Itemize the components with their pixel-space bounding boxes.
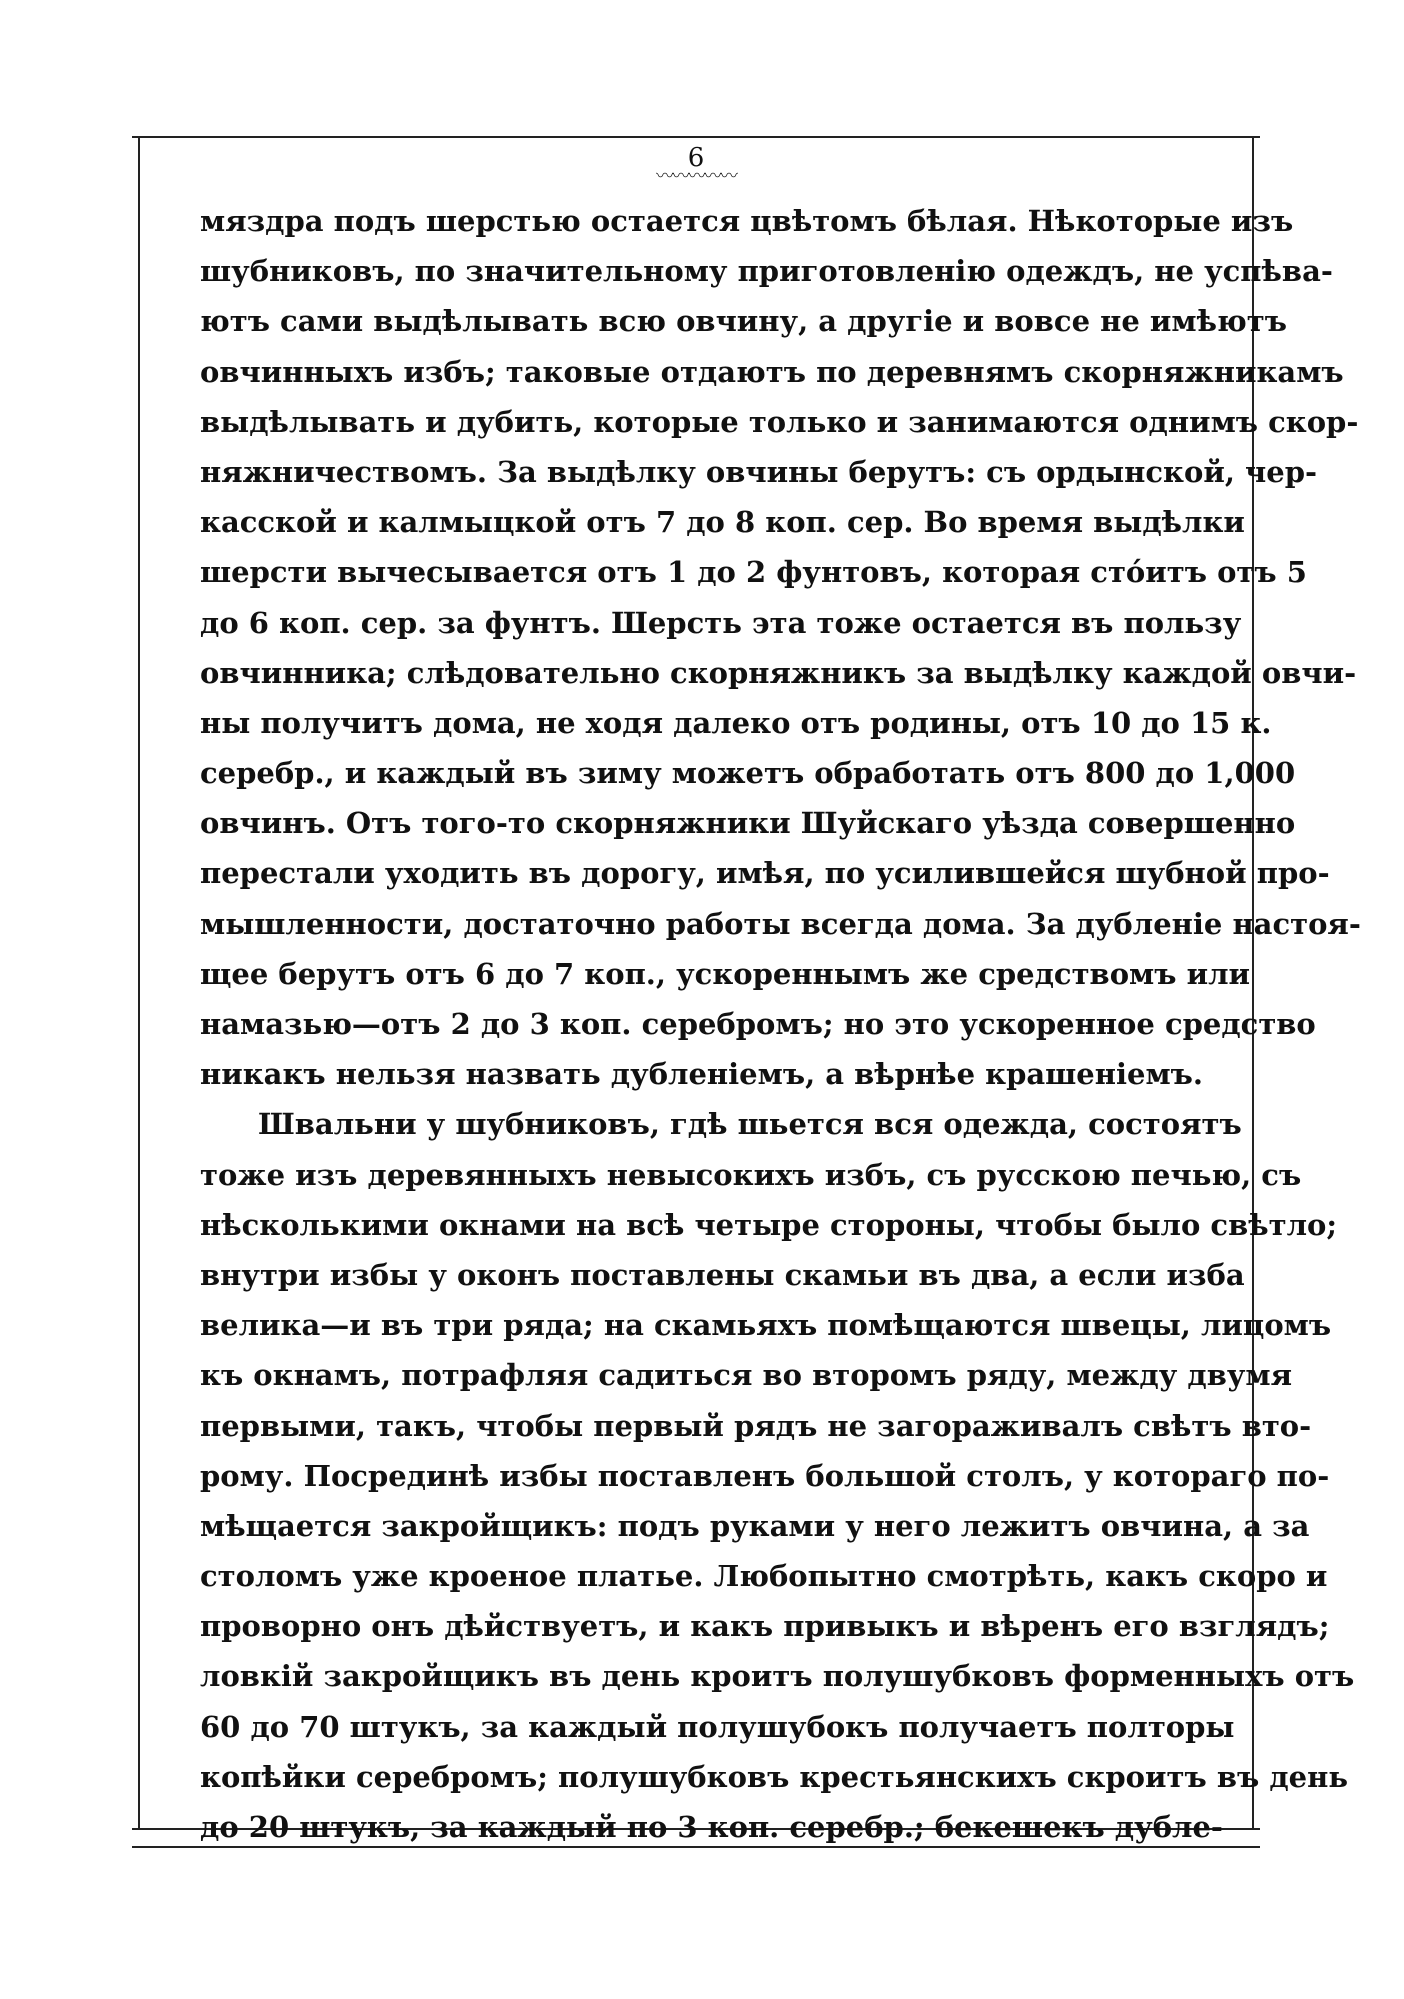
text-line: рому. Посрединѣ избы поставленъ большой столъ, у котораго по- xyxy=(200,1458,1330,1493)
text-line: Швальни у шубниковъ, гдѣ шьется вся одежда, состоятъ xyxy=(258,1107,1242,1142)
paragraph-1 xyxy=(200,196,1361,1099)
text-line: овчинъ. Отъ того-то скорняжники Шуйскаго уѣзда совершенно xyxy=(200,806,1296,841)
text-line: ловкiй закройщикъ въ день кроитъ полушубковъ форменныхъ отъ xyxy=(200,1659,1355,1694)
text-line: столомъ уже кроеное платье. Любопытно смотрѣть, какъ скоро и xyxy=(200,1559,1328,1594)
text-line: ютъ сами выдѣлывать всю овчину, а другiе и вовсе не имѣютъ xyxy=(200,304,1287,339)
ornament-flourish: 〰〰〰〰〰 xyxy=(656,166,736,187)
text-line: овчинника; слѣдовательно скорняжникъ за выдѣлку каждой овчи- xyxy=(200,655,1357,690)
top-rule xyxy=(132,136,1260,138)
text-line: къ окнамъ, потрафляя садиться во второмъ ряду, между двумя xyxy=(200,1358,1293,1393)
text-line: намазью—отъ 2 до 3 коп. серебромъ; но это ускоренное средство xyxy=(200,1007,1316,1041)
text-line: перестали уходить въ дорогу, имѣя, по усилившейся шубной про- xyxy=(200,856,1330,891)
text-line: 60 до 70 штукъ, за каждый полушубокъ получаетъ полторы xyxy=(200,1709,1235,1744)
paragraph-2 xyxy=(200,1099,1355,1852)
text-line: серебр., и каждый въ зиму можетъ обработать отъ 800 до 1,000 xyxy=(200,756,1296,791)
text-line: шубниковъ, по значительному приготовленiю одеждъ, не успѣва- xyxy=(200,254,1333,289)
text-line: шерсти вычесывается отъ 1 до 2 фунтовъ, которая стóитъ отъ 5 xyxy=(200,555,1307,590)
page-number: 6 xyxy=(687,143,705,173)
text-line: никакъ нельзя назвать дубленiемъ, а вѣрнѣе крашенiемъ. xyxy=(200,1057,1203,1092)
text-line: касской и калмыцкой отъ 7 до 8 коп. сер. Во время выдѣлки xyxy=(200,505,1245,540)
text-line: мышленности, достаточно работы всегда дома. За дубленiе настоя- xyxy=(200,906,1361,941)
text-line: внутри избы у оконъ поставлены скамьи въ два, а если изба xyxy=(200,1257,1245,1292)
text-line: овчинныхъ избъ; таковые отдаютъ по деревнямъ скорняжникамъ xyxy=(200,354,1344,389)
text-line: велика—и въ три ряда; на скамьяхъ помѣщаются швецы, лицомъ xyxy=(200,1308,1332,1343)
text-line: до 6 коп. сер. за фунтъ. Шерсть эта тоже остается въ пользу xyxy=(200,605,1242,640)
text-line: няжничествомъ. За выдѣлку овчины берутъ: съ ордынской, чер- xyxy=(200,454,1318,489)
text-line: мяздра подъ шерстью остается цвѣтомъ бѣлая. Нѣкоторые изъ xyxy=(200,204,1294,238)
text-line: щее берутъ отъ 6 до 7 коп., ускореннымъ же средствомъ или xyxy=(200,956,1251,991)
body-text xyxy=(200,196,1361,1852)
text-line: нѣсколькими окнами на всѣ четыре стороны, чтобы было свѣтло; xyxy=(200,1207,1338,1242)
text-line: тоже изъ деревянныхъ невысокихъ избъ, съ русскою печью, съ xyxy=(200,1157,1302,1192)
text-line: до 20 штукъ, за каждый по 3 коп. серебр.; бекешекъ дубле- xyxy=(200,1810,1223,1844)
page-frame xyxy=(132,136,1361,1848)
left-rule xyxy=(138,136,140,1830)
text-line: первыми, такъ, чтобы первый рядъ не загораживалъ свѣтъ вто- xyxy=(200,1408,1312,1443)
text-line: мѣщается закройщикъ: подъ руками у него лежитъ овчина, а за xyxy=(200,1508,1310,1543)
text-line: ны получитъ дома, не ходя далеко отъ родины, отъ 10 до 15 к. xyxy=(200,705,1272,740)
text-line: копѣйки серебромъ; полушубковъ крестьянскихъ скроитъ въ день xyxy=(200,1759,1349,1794)
text-line: проворно онъ дѣйствуетъ, и какъ привыкъ и вѣренъ его взглядъ; xyxy=(200,1609,1330,1644)
text-line: выдѣлывать и дубить, которые только и занимаются однимъ скор- xyxy=(200,404,1359,439)
